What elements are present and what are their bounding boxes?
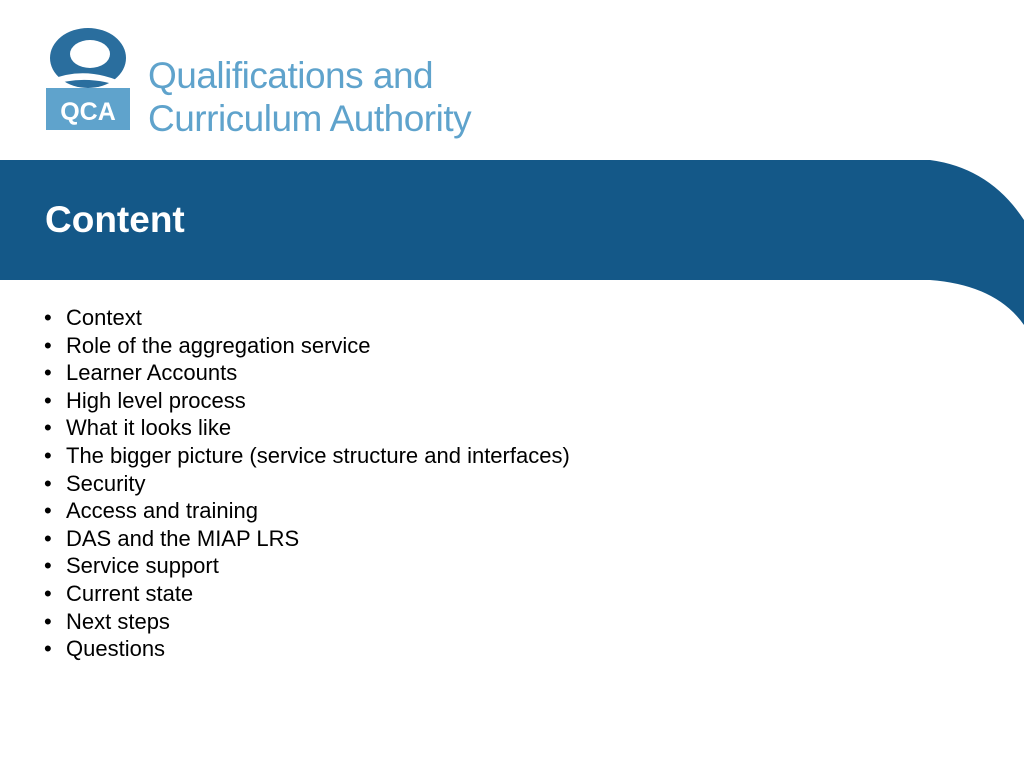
logo-line-1: Qualifications and: [148, 55, 434, 96]
list-item: • High level process: [44, 387, 246, 413]
list-item: • What it looks like: [44, 415, 232, 441]
list-item: • Learner Accounts: [44, 360, 238, 386]
list-item: • Next steps: [44, 608, 170, 634]
qca-emblem-icon: [46, 24, 130, 132]
list-item: • Current state: [44, 580, 194, 606]
list-item: • Security: [44, 470, 146, 496]
logo-line-2: Curriculum Authority: [148, 98, 472, 139]
qca-logo: [46, 24, 471, 140]
logo-abbr: QCA: [60, 98, 116, 126]
list-item: • The bigger picture (service structure and interfaces): [44, 442, 570, 468]
list-item: • DAS and the MIAP LRS: [44, 525, 300, 551]
slide-title: Content: [45, 199, 185, 240]
list-item: • Service support: [44, 553, 219, 579]
list-item: • Role of the aggregation service: [44, 332, 371, 358]
list-item: • Access and training: [44, 498, 258, 524]
list-item: • Context: [44, 305, 142, 330]
content-list: [44, 304, 570, 663]
list-item: • Questions: [44, 636, 166, 662]
logo-wordmark: [148, 54, 471, 140]
